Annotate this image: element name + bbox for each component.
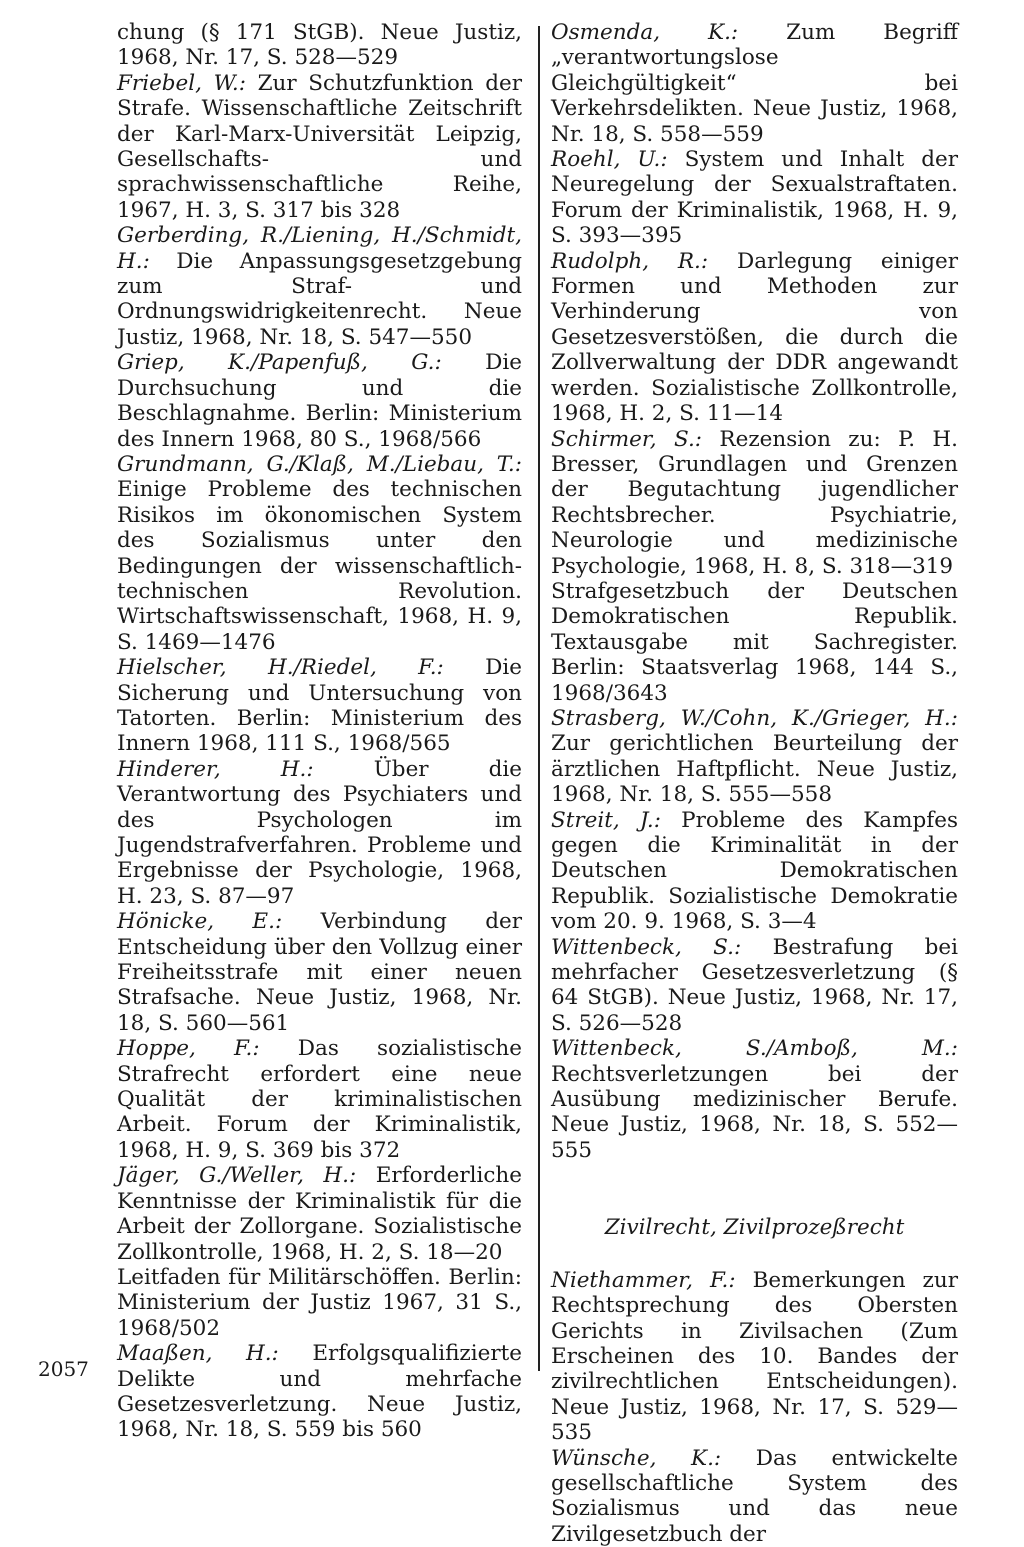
entry-text: System und Inhalt der Neuregelung der Sexualstraftaten. Forum der Kriminalistik, 1968, H. 9, S. 393—395 bbox=[551, 147, 958, 249]
bibliography-entry bbox=[117, 1163, 522, 1265]
entry-text: Die Durchsuchung und die Beschlagnahme. Berlin: Ministerium des Innern 1968, 80 S., 1968/566 bbox=[117, 350, 522, 452]
entry-text: Das sozialistische Strafrecht erfordert eine neue Qualität der kriminalistischen Arbeit. Forum der Kriminalistik, 1968, H. 9, S. 369 bis 372 bbox=[117, 1036, 523, 1163]
entry-text: Das entwickelte gesellschaftliche System des Sozialismus und das neue Zivilgesetzbuch der bbox=[551, 1445, 959, 1547]
section-heading: Zivilrecht, Zivilprozeßrecht bbox=[604, 1215, 905, 1241]
bibliography-entry bbox=[117, 350, 522, 452]
section-entries bbox=[551, 1268, 958, 1547]
bibliography-entry bbox=[117, 909, 522, 1036]
bibliography-entry bbox=[117, 71, 522, 223]
entry-text: Bemerkungen zur Rechtsprechung des Obersten Gerichts in Zivilsachen (Zum Erscheinen des 10. Bandes der zivilrechtlichen Entscheidungen). Neue Justiz, 1968, Nr. 17, S. 529—535 bbox=[551, 1267, 958, 1446]
entry-text: Zur Schutzfunktion der Strafe. Wissenschaftliche Zeitschrift der Karl-Marx-Universität Leipzig, Gesellschafts- und sprachwissenschaftliche Reihe, 1967, H. 3, S. 317 bis 328 bbox=[117, 70, 522, 223]
entry-author: Gerberding, R./Liening, H./Schmidt, H.: bbox=[117, 223, 522, 274]
entry-text: Darlegung einiger Formen und Methoden zur Verhinderung von Gesetzesverstößen, die durch die Zollverwaltung der DDR angewandt werden. Sozialistische Zollkontrolle, 1968, H. 2, S. 11—14 bbox=[551, 248, 958, 427]
bibliography-entry bbox=[117, 1036, 522, 1163]
bibliography-entry bbox=[117, 452, 522, 655]
entry-author: Roehl, U.: bbox=[551, 147, 668, 173]
entry-author: Streit, J.: bbox=[551, 807, 661, 833]
bibliography-entry bbox=[117, 20, 522, 71]
entry-author: Maaßen, H.: bbox=[117, 1341, 279, 1367]
entry-text: Erfolgsqualifizierte Delikte und mehrfache Gesetzesverletzung. Neue Justiz, 1968, Nr. 18, S. 559 bis 560 bbox=[117, 1341, 522, 1443]
entry-author: Grundmann, G./Klaß, M./Liebau, T.: bbox=[117, 451, 522, 477]
entry-text: Die Anpassungsgesetzgebung zum Straf- und Ordnungswidrigkeitenrecht. Neue Justiz, 1968, Nr. 18, S. 547—550 bbox=[117, 248, 522, 350]
entry-author: Wittenbeck, S./Amboß, M.: bbox=[551, 1036, 958, 1062]
entry-text: Einige Probleme des technischen Risikos im ökonomischen System des Sozialismus unter den Bedingungen der wissenschaftlich-technischen Revolution. Wirtschaftswissenschaft, 1968, H. 9, S. 1469—1476 bbox=[117, 477, 522, 655]
entry-author: Hielscher, H./Riedel, F.: bbox=[117, 655, 444, 681]
entry-author: Griep, K./Papenfuß, G.: bbox=[117, 350, 442, 376]
entry-text: Erforderliche Kenntnisse der Kriminalistik für die Arbeit der Zollorgane. Sozialistische Zollkontrolle, 1968, H. 2, S. 18—20 bbox=[117, 1163, 522, 1265]
entry-text: Bestrafung bei mehrfacher Gesetzesverletzung (§ 64 StGB). Neue Justiz, 1968, Nr. 17, S. 526—528 bbox=[551, 934, 959, 1036]
page-number: 2057 bbox=[38, 1357, 89, 1381]
bibliography-entry bbox=[117, 1265, 522, 1341]
bibliography-entry bbox=[551, 427, 958, 579]
entry-author: Friebel, W.: bbox=[117, 70, 246, 96]
entry-author: Schirmer, S.: bbox=[551, 426, 703, 452]
left-column bbox=[117, 20, 522, 1443]
entry-author: Osmenda, K.: bbox=[551, 20, 739, 45]
bibliography-entry bbox=[551, 1036, 958, 1163]
bibliography-entry bbox=[551, 1268, 958, 1446]
entry-author: Hinderer, H.: bbox=[117, 756, 314, 782]
entry-author: Niethammer, F.: bbox=[551, 1267, 736, 1293]
bibliography-entry bbox=[551, 808, 958, 935]
entry-text: Strafgesetzbuch der Deutschen Demokratischen Republik. Textausgabe mit Sachregister. Berlin: Staatsverlag 1968, 144 S., 1968/3643 bbox=[551, 578, 958, 706]
entry-text: Zur gerichtlichen Beurteilung der ärztlichen Haftpflicht. Neue Justiz, 1968, Nr. 18, S. 555—558 bbox=[551, 731, 958, 808]
entry-author: Wünsche, K.: bbox=[551, 1445, 722, 1471]
entry-author: Jäger, G./Weller, H.: bbox=[117, 1163, 357, 1189]
column-divider bbox=[538, 26, 540, 1371]
entry-text: Verbindung der Entscheidung über den Vollzug einer Freiheitsstrafe mit einer neuen Strafsache. Neue Justiz, 1968, Nr. 18, S. 560—561 bbox=[117, 909, 522, 1036]
entry-text: Rezension zu: P. H. Bresser, Grundlagen und Grenzen der Begutachtung jugendlicher Rechtsbrecher. Psychiatrie, Neurologie und medizinische Psychologie, 1968, H. 8, S. 318—319 bbox=[551, 426, 958, 579]
entry-text: chung (§ 171 StGB). Neue Justiz, 1968, Nr. 17, S. 528—529 bbox=[117, 20, 522, 71]
bibliography-entry bbox=[551, 147, 958, 249]
right-entries bbox=[551, 20, 958, 1163]
bibliography-entry bbox=[551, 706, 958, 808]
bibliography-entry bbox=[551, 20, 958, 147]
entry-text: Die Sicherung und Untersuchung von Tatorten. Berlin: Ministerium des Innern 1968, 111 S., 1968/565 bbox=[117, 655, 522, 757]
entry-author: Hönicke, E.: bbox=[117, 909, 283, 935]
bibliography-entry bbox=[117, 223, 522, 350]
bibliography-entry bbox=[117, 757, 522, 909]
entry-text: Probleme des Kampfes gegen die Kriminalität in der Deutschen Demokratischen Republik. Sozialistische Demokratie vom 20. 9. 1968, S. 3—4 bbox=[551, 807, 958, 935]
entry-text: Zum Begriff „verantwortungslose Gleichgültigkeit“ bei Verkehrsdelikten. Neue Justiz, 1968, Nr. 18, S. 558—559 bbox=[551, 20, 958, 147]
bibliography-entry bbox=[551, 935, 958, 1037]
entry-text: Über die Verantwortung des Psychiaters und des Psychologen im Jugendstrafverfahren. Probleme und Ergebnisse der Psychologie, 1968, H. 23, S. 87—97 bbox=[117, 756, 522, 909]
bibliography-entry bbox=[117, 1341, 522, 1443]
right-column bbox=[551, 20, 958, 1547]
entry-author: Hoppe, F.: bbox=[117, 1036, 260, 1062]
entry-text: Rechtsverletzungen bei der Ausübung medizinischer Berufe. Neue Justiz, 1968, Nr. 18, S. 552—555 bbox=[551, 1061, 958, 1163]
bibliography-entry bbox=[551, 579, 958, 706]
entry-author: Strasberg, W./Cohn, K./Grieger, H.: bbox=[551, 705, 958, 731]
bibliography-entry bbox=[551, 249, 958, 427]
entry-author: Wittenbeck, S.: bbox=[551, 934, 742, 960]
entry-author: Rudolph, R.: bbox=[551, 248, 709, 274]
bibliography-entry bbox=[117, 655, 522, 757]
entry-text: Leitfaden für Militärschöffen. Berlin: Ministerium der Justiz 1967, 31 S., 1968/502 bbox=[117, 1264, 522, 1341]
